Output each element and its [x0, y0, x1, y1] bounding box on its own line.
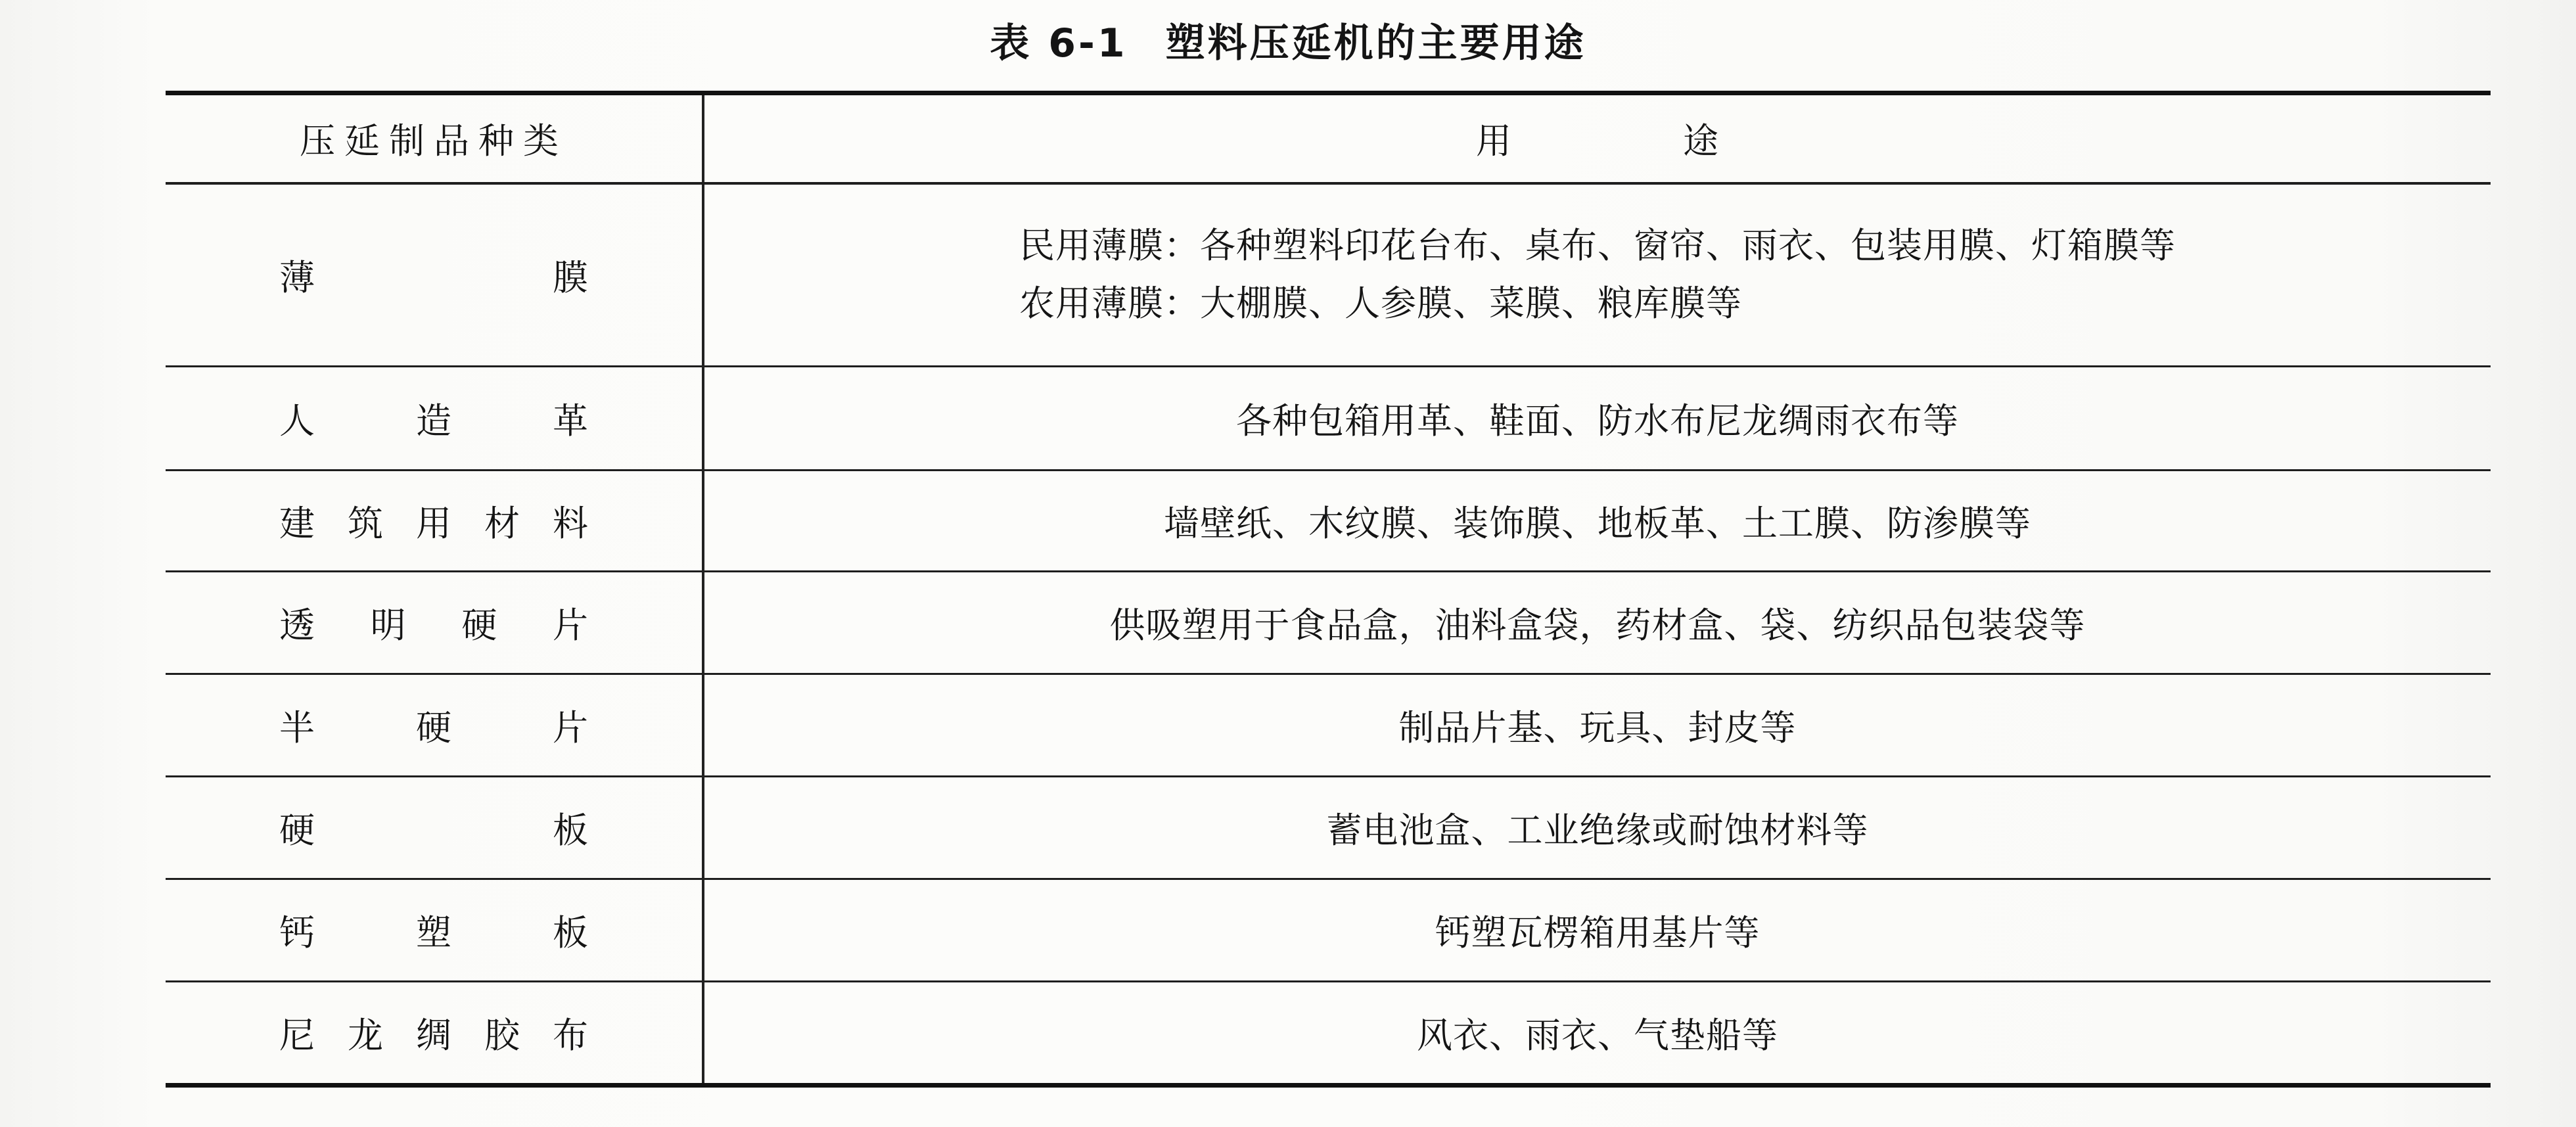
header-use: [703, 93, 2491, 183]
header-use-char-1: 用: [1476, 120, 1512, 162]
row-category: 钙 塑 板: [166, 879, 703, 982]
table-row: [166, 777, 2491, 879]
row-category: 薄 膜: [166, 183, 703, 367]
row-use: 风衣、雨衣、气垫船等: [703, 982, 2491, 1086]
usage-table: [166, 91, 2491, 1088]
header-category: 压延制品种类: [166, 93, 703, 183]
row-use: 供吸塑用于食品盒，油料盒袋，药材盒、袋、纺织品包装袋等: [703, 572, 2491, 674]
table-number: 表 6-1: [990, 20, 1128, 66]
table-row: [166, 674, 2491, 777]
header-use-char-2: 途: [1683, 120, 1719, 162]
row-use: 钙塑瓦楞箱用基片等: [703, 879, 2491, 982]
row-use: [703, 183, 2491, 367]
row-category: 硬 板: [166, 777, 703, 879]
table-row: [166, 367, 2491, 471]
use-line: 民用薄膜：各种塑料印花台布、桌布、窗帘、雨衣、包装用膜、灯箱膜等: [1019, 225, 2176, 267]
table-title: 塑料压延机的主要用途: [1165, 20, 1586, 66]
row-category: 尼 龙 绸 胶 布: [166, 982, 703, 1086]
row-use: 蓄电池盒、工业绝缘或耐蚀材料等: [703, 777, 2491, 879]
row-use: 各种包箱用革、鞋面、防水布尼龙绸雨衣布等: [703, 367, 2491, 471]
table-row: [166, 572, 2491, 674]
row-category: 建 筑 用 材 料: [166, 471, 703, 572]
header-row: [166, 93, 2491, 183]
row-use: 墙壁纸、木纹膜、装饰膜、地板革、土工膜、防渗膜等: [703, 471, 2491, 572]
row-category: 半 硬 片: [166, 674, 703, 777]
row-category: 人 造 革: [166, 367, 703, 471]
table-row: [166, 879, 2491, 982]
table-row: [166, 982, 2491, 1086]
table-row: [166, 471, 2491, 572]
row-use: 制品片基、玩具、封皮等: [703, 674, 2491, 777]
table-row: [166, 183, 2491, 367]
table-caption: [0, 12, 2576, 75]
use-line: 农用薄膜：大棚膜、人参膜、菜膜、粮库膜等: [1019, 283, 1742, 325]
row-category: 透 明 硬 片: [166, 572, 703, 674]
